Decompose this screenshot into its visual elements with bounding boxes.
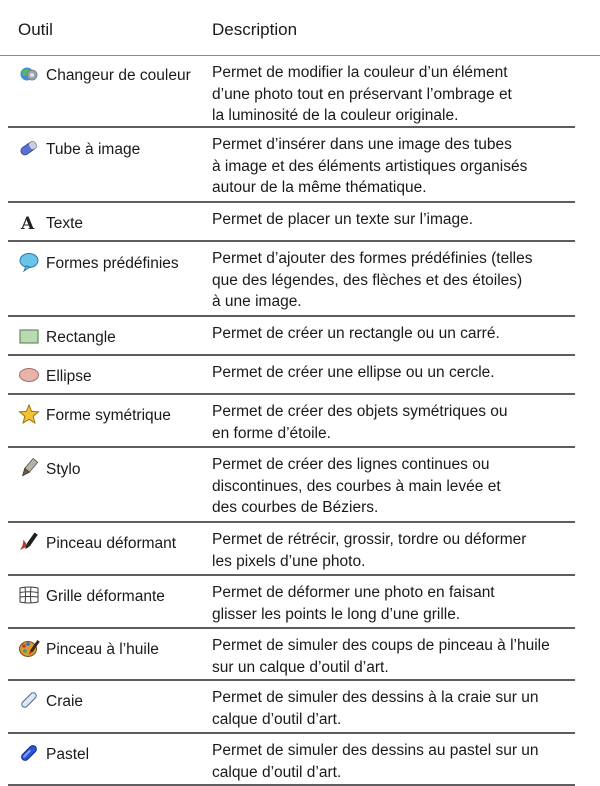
star-icon — [18, 404, 40, 424]
table-row — [0, 448, 600, 523]
table-row — [0, 576, 600, 629]
table-row — [0, 629, 600, 681]
tool-description: Permet de créer des lignes continues ou discontinues, des courbes à main levée et des courbes de Béziers. — [212, 456, 501, 516]
svg-text:A: A — [21, 214, 35, 232]
mesh-warp-icon — [18, 585, 40, 605]
tool-description: Permet de créer des objets symétriques ou en forme d’étoile. — [212, 403, 508, 442]
table-row — [0, 242, 600, 317]
speech-bubble-icon — [18, 252, 40, 272]
tool-description: Permet de créer une ellipse ou un cercle. — [212, 364, 495, 381]
tool-description: Permet de déformer une photo en faisant glisser les points le long d’une grille. — [212, 584, 495, 623]
rectangle-icon — [18, 326, 40, 346]
color-changer-icon — [18, 64, 40, 84]
tool-name: Changeur de couleur — [18, 64, 203, 86]
tool-name: A Texte — [18, 212, 203, 234]
description-column-header: Description — [212, 20, 298, 39]
oil-brush-icon — [18, 638, 40, 658]
tool-description: Permet d’ajouter des formes prédéfinies (telles que des légendes, des flèches et des étoiles) à une image. — [212, 250, 533, 310]
ellipse-icon — [18, 365, 40, 385]
table-row — [0, 734, 600, 786]
table-row — [0, 356, 600, 395]
table-row — [0, 395, 600, 448]
tool-name: Forme symétrique — [18, 404, 203, 426]
tool-description: Permet de simuler des dessins au pastel sur un calque d’outil d’art. — [212, 742, 539, 781]
pastel-icon — [18, 743, 40, 763]
tool-name: Ellipse — [18, 365, 203, 387]
text-icon — [18, 212, 40, 232]
chalk-icon — [18, 690, 40, 710]
table-row — [0, 203, 600, 242]
picture-tube-icon — [18, 138, 40, 158]
tool-description: Permet de rétrécir, grossir, tordre ou déformer les pixels d’une photo. — [212, 531, 527, 570]
table-row — [0, 317, 600, 356]
tool-name: Pinceau déformant — [18, 532, 203, 554]
tool-description: Permet de créer un rectangle ou un carré. — [212, 325, 500, 342]
tool-name: Grille déformante — [18, 585, 203, 607]
tool-name: Craie — [18, 690, 203, 712]
table-row — [0, 523, 600, 576]
tool-column-header: Outil — [18, 20, 53, 39]
table-row — [0, 681, 600, 734]
tool-name: Pastel — [18, 743, 203, 765]
tool-name: Formes prédéfinies — [18, 252, 203, 274]
tool-description: Permet de simuler des dessins à la craie sur un calque d’outil d’art. — [212, 689, 539, 728]
pen-icon — [18, 458, 40, 478]
tool-name: Stylo — [18, 458, 203, 480]
tool-name: Rectangle — [18, 326, 203, 348]
tool-description: Permet d’insérer dans une image des tubes à image et des éléments artistiques organisés autour de la même thématique. — [212, 136, 528, 196]
tool-name: Tube à image — [18, 138, 203, 160]
tool-description: Permet de placer un texte sur l’image. — [212, 211, 474, 228]
tool-name: Pinceau à l’huile — [18, 638, 203, 660]
tool-description: Permet de modifier la couleur d’un élément d’une photo tout en préservant l’ombrage et la luminosité de la couleur originale. — [212, 64, 512, 124]
table-row — [0, 128, 600, 203]
table-row — [0, 56, 600, 128]
tool-description: Permet de simuler des coups de pinceau à l’huile sur un calque d’outil d’art. — [212, 637, 550, 676]
warp-brush-icon — [18, 532, 40, 552]
table-header — [0, 0, 600, 56]
